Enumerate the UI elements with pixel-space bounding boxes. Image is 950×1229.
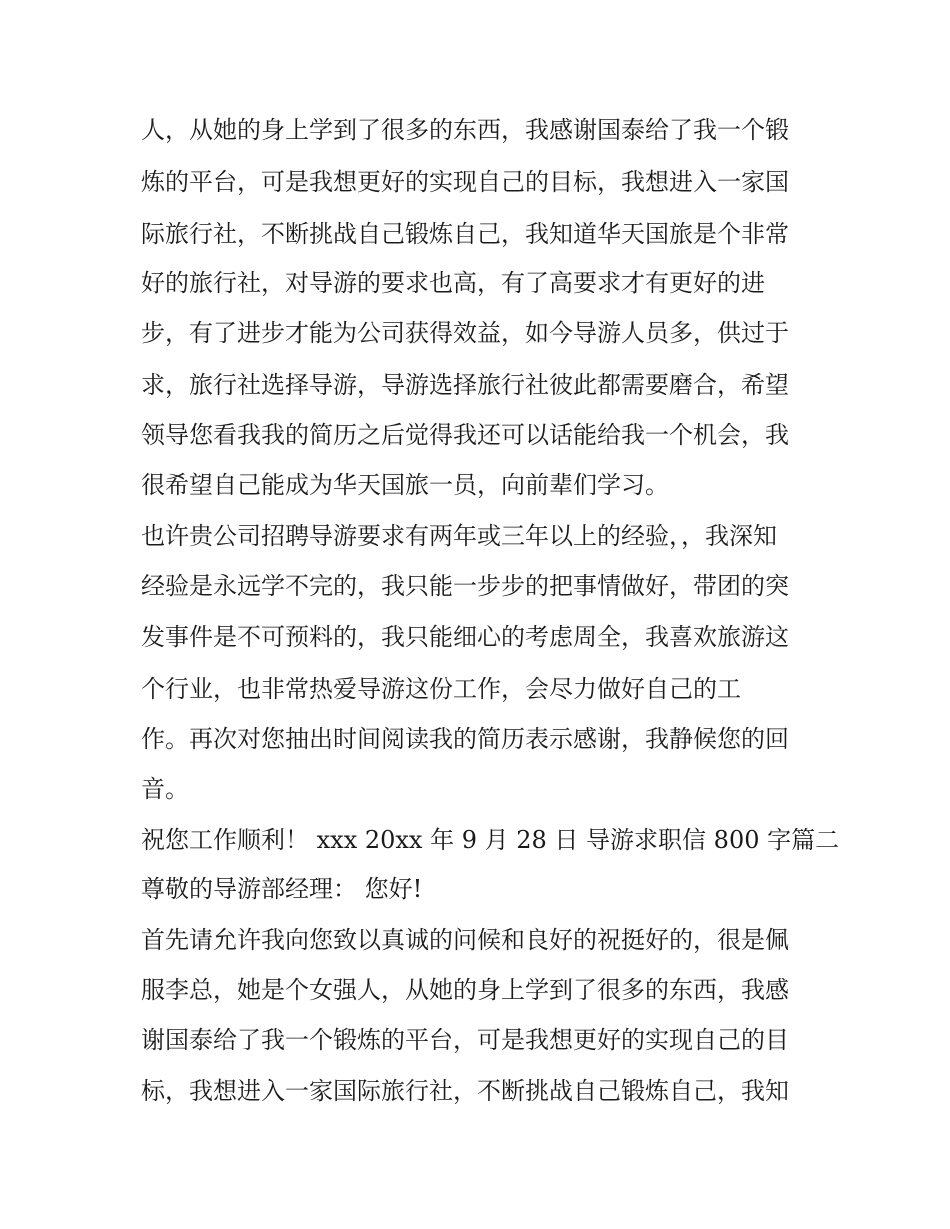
text-line: 步，有了进步才能为公司获得效益，如今导游人员多，供过于 — [141, 319, 789, 347]
text-line: 人，从她的身上学到了很多的东西，我感谢国泰给了我一个锻 — [141, 116, 789, 144]
text-line: 音。 — [141, 775, 189, 803]
text-line: 很希望自己能成为华天国旅一员，向前辈们学习。 — [141, 471, 669, 499]
text-line: 谢国泰给了我一个锻炼的平台，可是我想更好的实现自己的目 — [141, 1026, 789, 1054]
text-line: 也许贵公司招聘导游要求有两年或三年以上的经验，，我深知 — [141, 522, 777, 550]
text-line: 首先请允许我向您致以真诚的问候和良好的祝挺好的，很是佩 — [141, 926, 789, 954]
text-line: 领导您看我我的简历之后觉得我还可以话能给我一个机会，我 — [141, 421, 789, 449]
text-line: 际旅行社，不断挑战自己锻炼自己，我知道华天国旅是个非常 — [141, 220, 789, 248]
text-line: 好的旅行社，对导游的要求也高，有了高要求才有更好的进 — [141, 269, 765, 297]
text-line: 个行业，也非常热爱导游这份工作，会尽力做好自己的工 — [141, 675, 741, 703]
text-line: 祝您工作顺利！ xxx 20xx 年 9 月 28 日 导游求职信 800 字篇二 — [141, 826, 840, 854]
text-line: 尊敬的导游部经理： 您好! — [141, 875, 423, 903]
text-line: 服李总，她是个女强人，从她的身上学到了很多的东西，我感 — [141, 976, 789, 1004]
text-line: 炼的平台，可是我想更好的实现自己的目标，我想进入一家国 — [141, 168, 789, 196]
text-line: 标，我想进入一家国际旅行社，不断挑战自己锻炼自己，我知 — [141, 1077, 789, 1105]
text-line: 发事件是不可预料的，我只能细心的考虑周全，我喜欢旅游这 — [141, 623, 789, 651]
text-line: 经验是永远学不完的，我只能一步步的把事情做好，带团的突 — [141, 572, 789, 600]
text-line: 求，旅行社选择导游，导游选择旅行社彼此都需要磨合，希望 — [141, 371, 789, 399]
text-line: 作。再次对您抽出时间阅读我的简历表示感谢，我静候您的回 — [141, 725, 789, 753]
